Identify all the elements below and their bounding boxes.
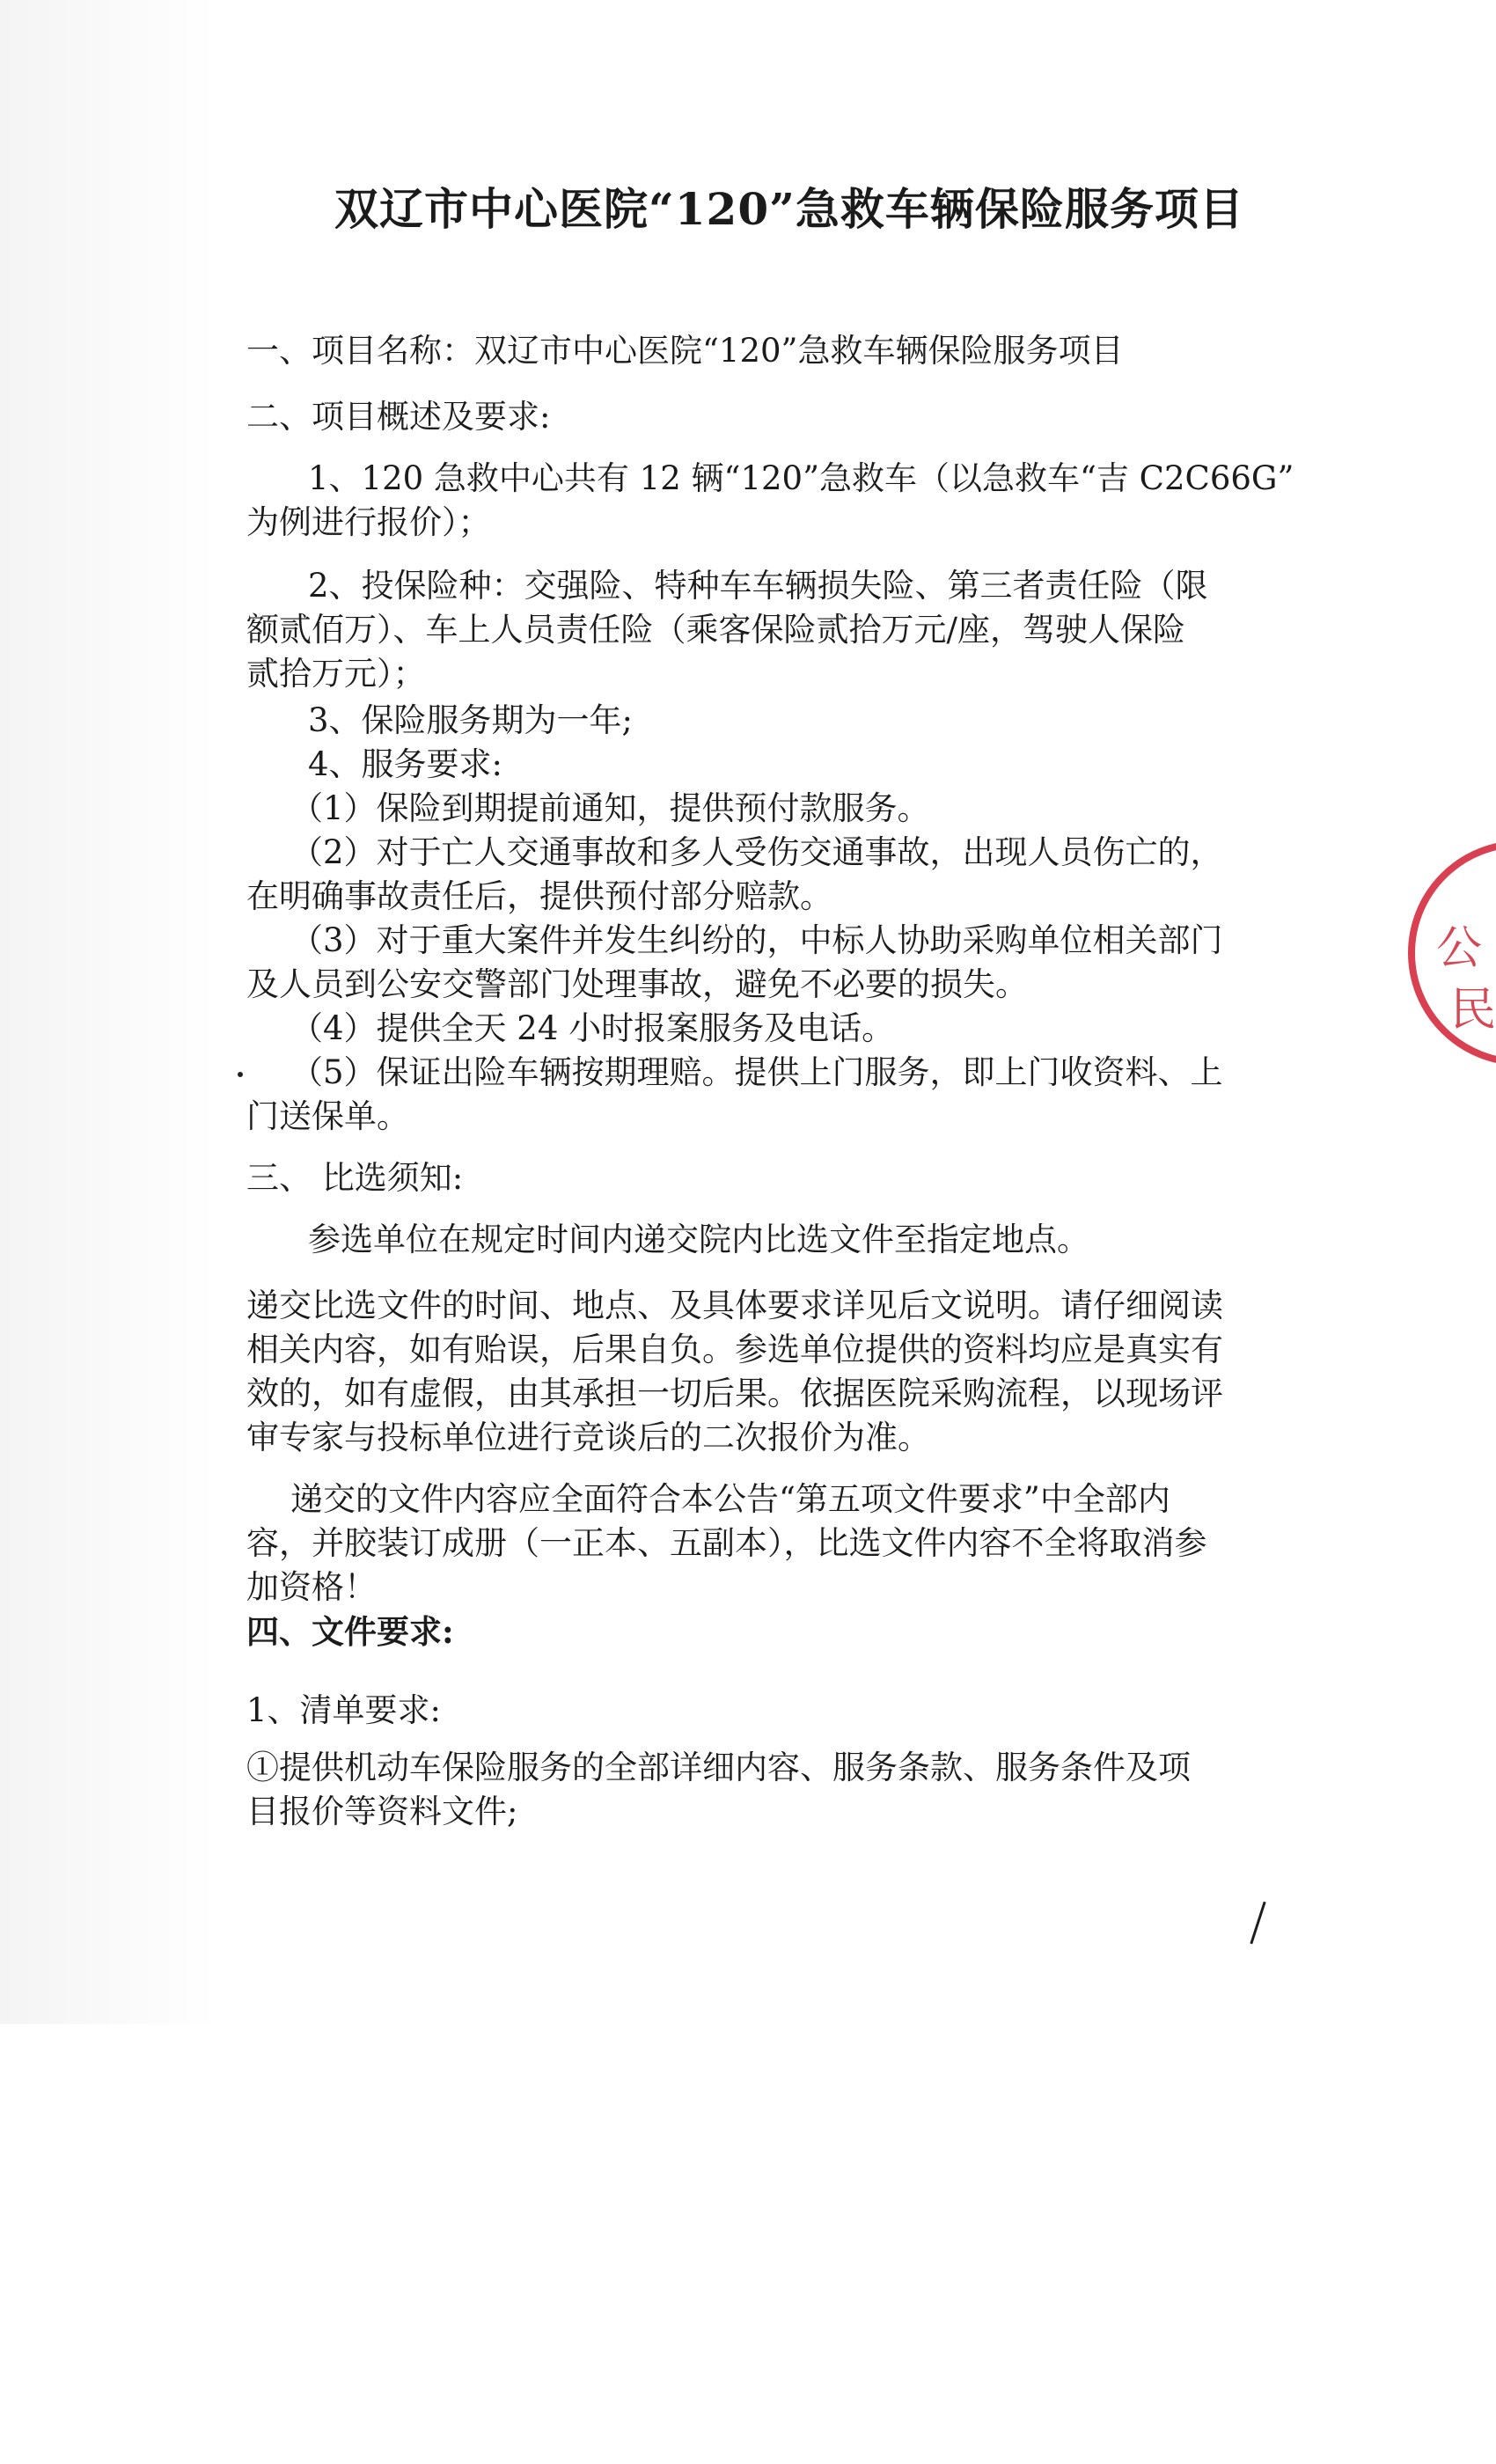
item-1-line-2: 为例进行报价）； [246,503,491,541]
scan-shadow [0,0,220,2024]
requirement-1: （1）保险到期提前通知，提供预付款服务。 [290,789,930,827]
item-2-line-1: 2、投保险种：交强险、特种车车辆损失险、第三者责任险（限 [308,567,1208,605]
requirement-4: （4）提供全天 24 小时报案服务及电话。 [290,1009,895,1047]
section-3-paragraph-1: 参选单位在规定时间内递交院内比选文件至指定地点。 [308,1221,1089,1258]
section-3-paragraph-2-line-4: 审专家与投标单位进行竞谈后的二次报价为准。 [246,1419,930,1456]
item-2-line-3: 贰拾万元）； [246,655,426,693]
stamp-char-1: 公 [1436,922,1483,975]
list-requirement-1-line-2: 目报价等资料文件; [246,1793,518,1830]
pen-mark [1250,1902,1265,1944]
list-requirement-1-line-1: ①提供机动车保险服务的全部详细内容、服务条款、服务条件及项 [246,1749,1191,1786]
requirement-2-line-1: （2）对于亡人交通事故和多人受伤交通事故，出现人员伤亡的， [290,833,1223,871]
stamp-char-2: 民 [1450,984,1496,1037]
section-3-paragraph-3-line-1: 递交的文件内容应全面符合本公告“第五项文件要求”中全部内 [290,1480,1170,1518]
item-3: 3、保险服务期为一年; [308,701,634,739]
section-2-heading: 二、项目概述及要求: [246,398,551,436]
section-3-paragraph-3-line-2: 容，并胶装订成册（一正本、五副本），比选文件内容不全将取消参 [246,1524,1207,1562]
section-3-paragraph-2-line-1: 递交比选文件的时间、地点、及具体要求详见后文说明。请仔细阅读 [246,1287,1223,1324]
scan-dot [238,1072,243,1077]
section-3-paragraph-2-line-3: 效的，如有虚假，由其承担一切后果。依据医院采购流程，以现场评 [246,1375,1223,1412]
requirement-5-line-2: 门送保单。 [246,1097,409,1135]
section-3-paragraph-3-line-3: 加资格！ [246,1568,377,1606]
requirement-5-line-1: （5）保证出险车辆按期理赔。提供上门服务，即上门收资料、上 [290,1053,1223,1091]
requirement-3-line-2: 及人员到公安交警部门处理事故，避免不必要的损失。 [246,965,1028,1003]
section-3-paragraph-2-line-2: 相关内容，如有贻误，后果自负。参选单位提供的资料均应是真实有 [246,1331,1223,1368]
document-title: 双辽市中心医院“120”急救车辆保险服务项目 [334,183,1244,235]
section-3-heading: 三、 比选须知: [246,1159,464,1197]
list-requirement-heading: 1、清单要求: [246,1691,442,1729]
section-1-project-name: 一、项目名称：双辽市中心医院“120”急救车辆保险服务项目 [246,332,1124,370]
section-4-heading: 四、文件要求: [246,1612,454,1651]
requirement-3-line-1: （3）对于重大案件并发生纠纷的，中标人协助采购单位相关部门 [290,921,1223,959]
requirement-2-line-2: 在明确事故责任后，提供预付部分赔款。 [246,877,832,915]
item-2-line-2: 额贰佰万）、车上人员责任险（乘客保险贰拾万元/座，驾驶人保险 [246,611,1185,649]
item-1-line-1: 1、120 急救中心共有 12 辆“120”急救车（以急救车“吉 C2C66G” [308,459,1294,497]
item-4: 4、服务要求: [308,745,503,783]
